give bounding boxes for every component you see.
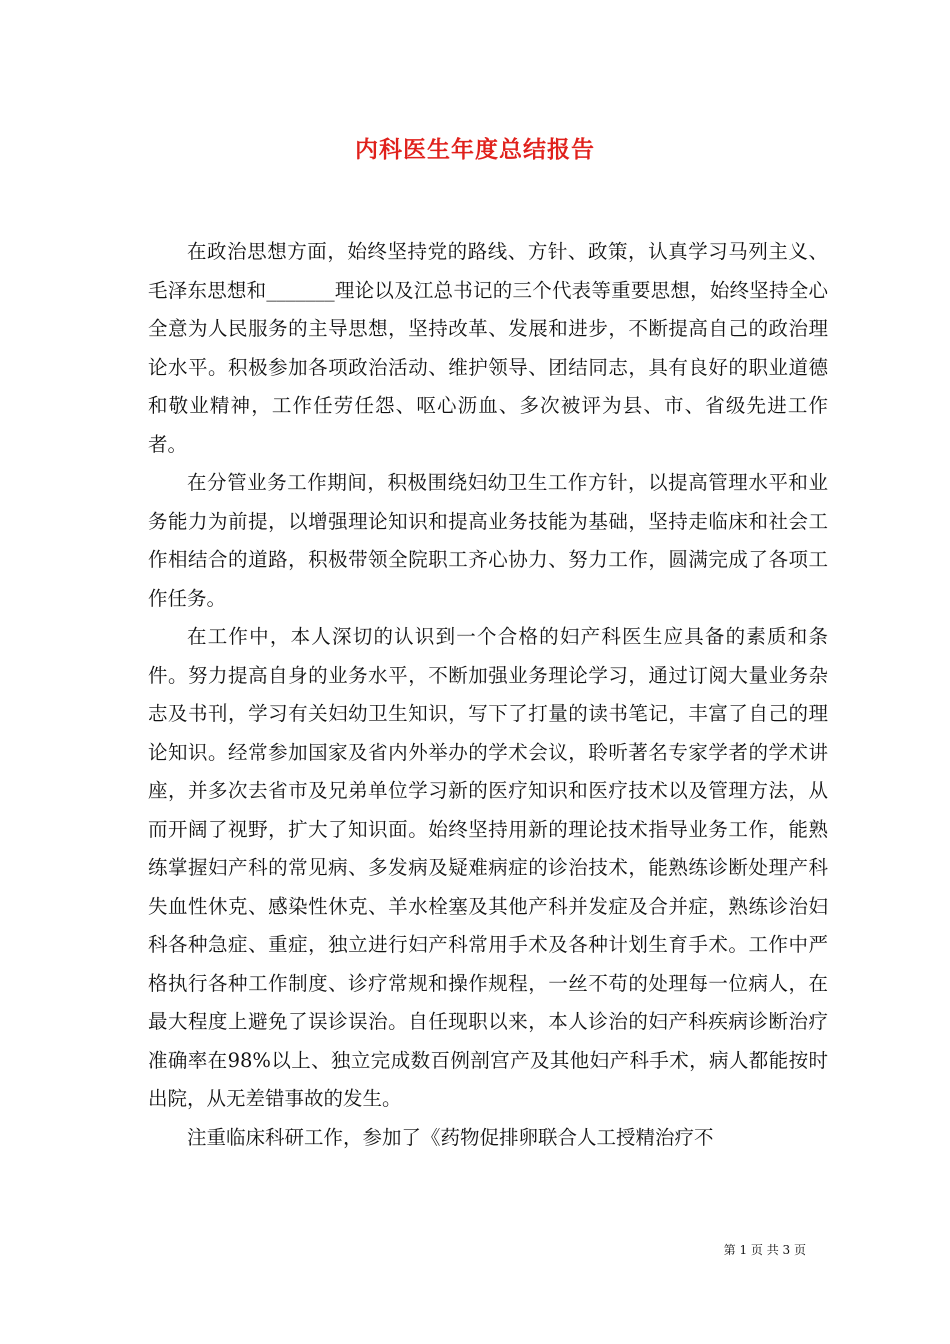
paragraph-work: 在工作中，本人深切的认识到一个合格的妇产科医生应具备的素质和条件。努力提高自身的业务水平，不断加强业务理论学习，通过订阅大量业务杂志及书刊，学习有关妇幼卫生知识，写下了打量的读书笔记，丰富了自己的理论知识。经常参加国家及省内外举办的学术会议，聆听著名专家学者的学术讲座，并多次去省市及兄弟单位学习新的医疗知识和医疗技术以及管理方法，从而开阔了视野，扩大了知识面。始终坚持用新的理论技术指导业务工作，能熟练掌握妇产科的常见病、多发病及疑难病症的诊治技术，能熟练诊断处理产科失血性休克、感染性休克、羊水栓塞及其他产科并发症及合并症，熟练诊治妇科各种急症、重症，独立进行妇产科常用手术及各种计划生育手术。工作中严格执行各种工作制度、诊疗常规和操作规程，一丝不苟的处理每一位病人，在最大程度上避免了误诊误治。自任现职以来，本人诊治的妇产科疾病诊断治疗准确率在98%以上、独立完成数百例剖宫产及其他妇产科手术，病人都能按时出院，从无差错事故的发生。 — [148, 625, 828, 1110]
document-title: 内科医生年度总结报告 — [355, 136, 595, 163]
document-body — [148, 233, 828, 1157]
paragraph-political: 在政治思想方面，始终坚持党的路线、方针、政策，认真学习马列主义、毛泽东思想和_______理论以及江总书记的三个代表等重要思想，始终坚持全心全意为人民服务的主导思想，坚持改革、发展和进步，不断提高自己的政治理论水平。积极参加各项政治活动、维护领导、团结同志，具有良好的职业道德和敬业精神，工作任劳任怨、呕心沥血、多次被评为县、市、省级先进工作者。 — [148, 240, 828, 456]
page-footer: 第 1 页 共 3 页 — [723, 1243, 806, 1257]
paragraph-research: 注重临床科研工作，参加了《药物促排卵联合人工授精治疗不 — [187, 1125, 714, 1149]
paragraph-management: 在分管业务工作期间，积极围绕妇幼卫生工作方针，以提高管理水平和业务能力为前提，以增强理论知识和提高业务技能为基础，坚持走临床和社会工作相结合的道路，积极带领全院职工齐心协力、努力工作，圆满完成了各项工作任务。 — [148, 471, 828, 610]
